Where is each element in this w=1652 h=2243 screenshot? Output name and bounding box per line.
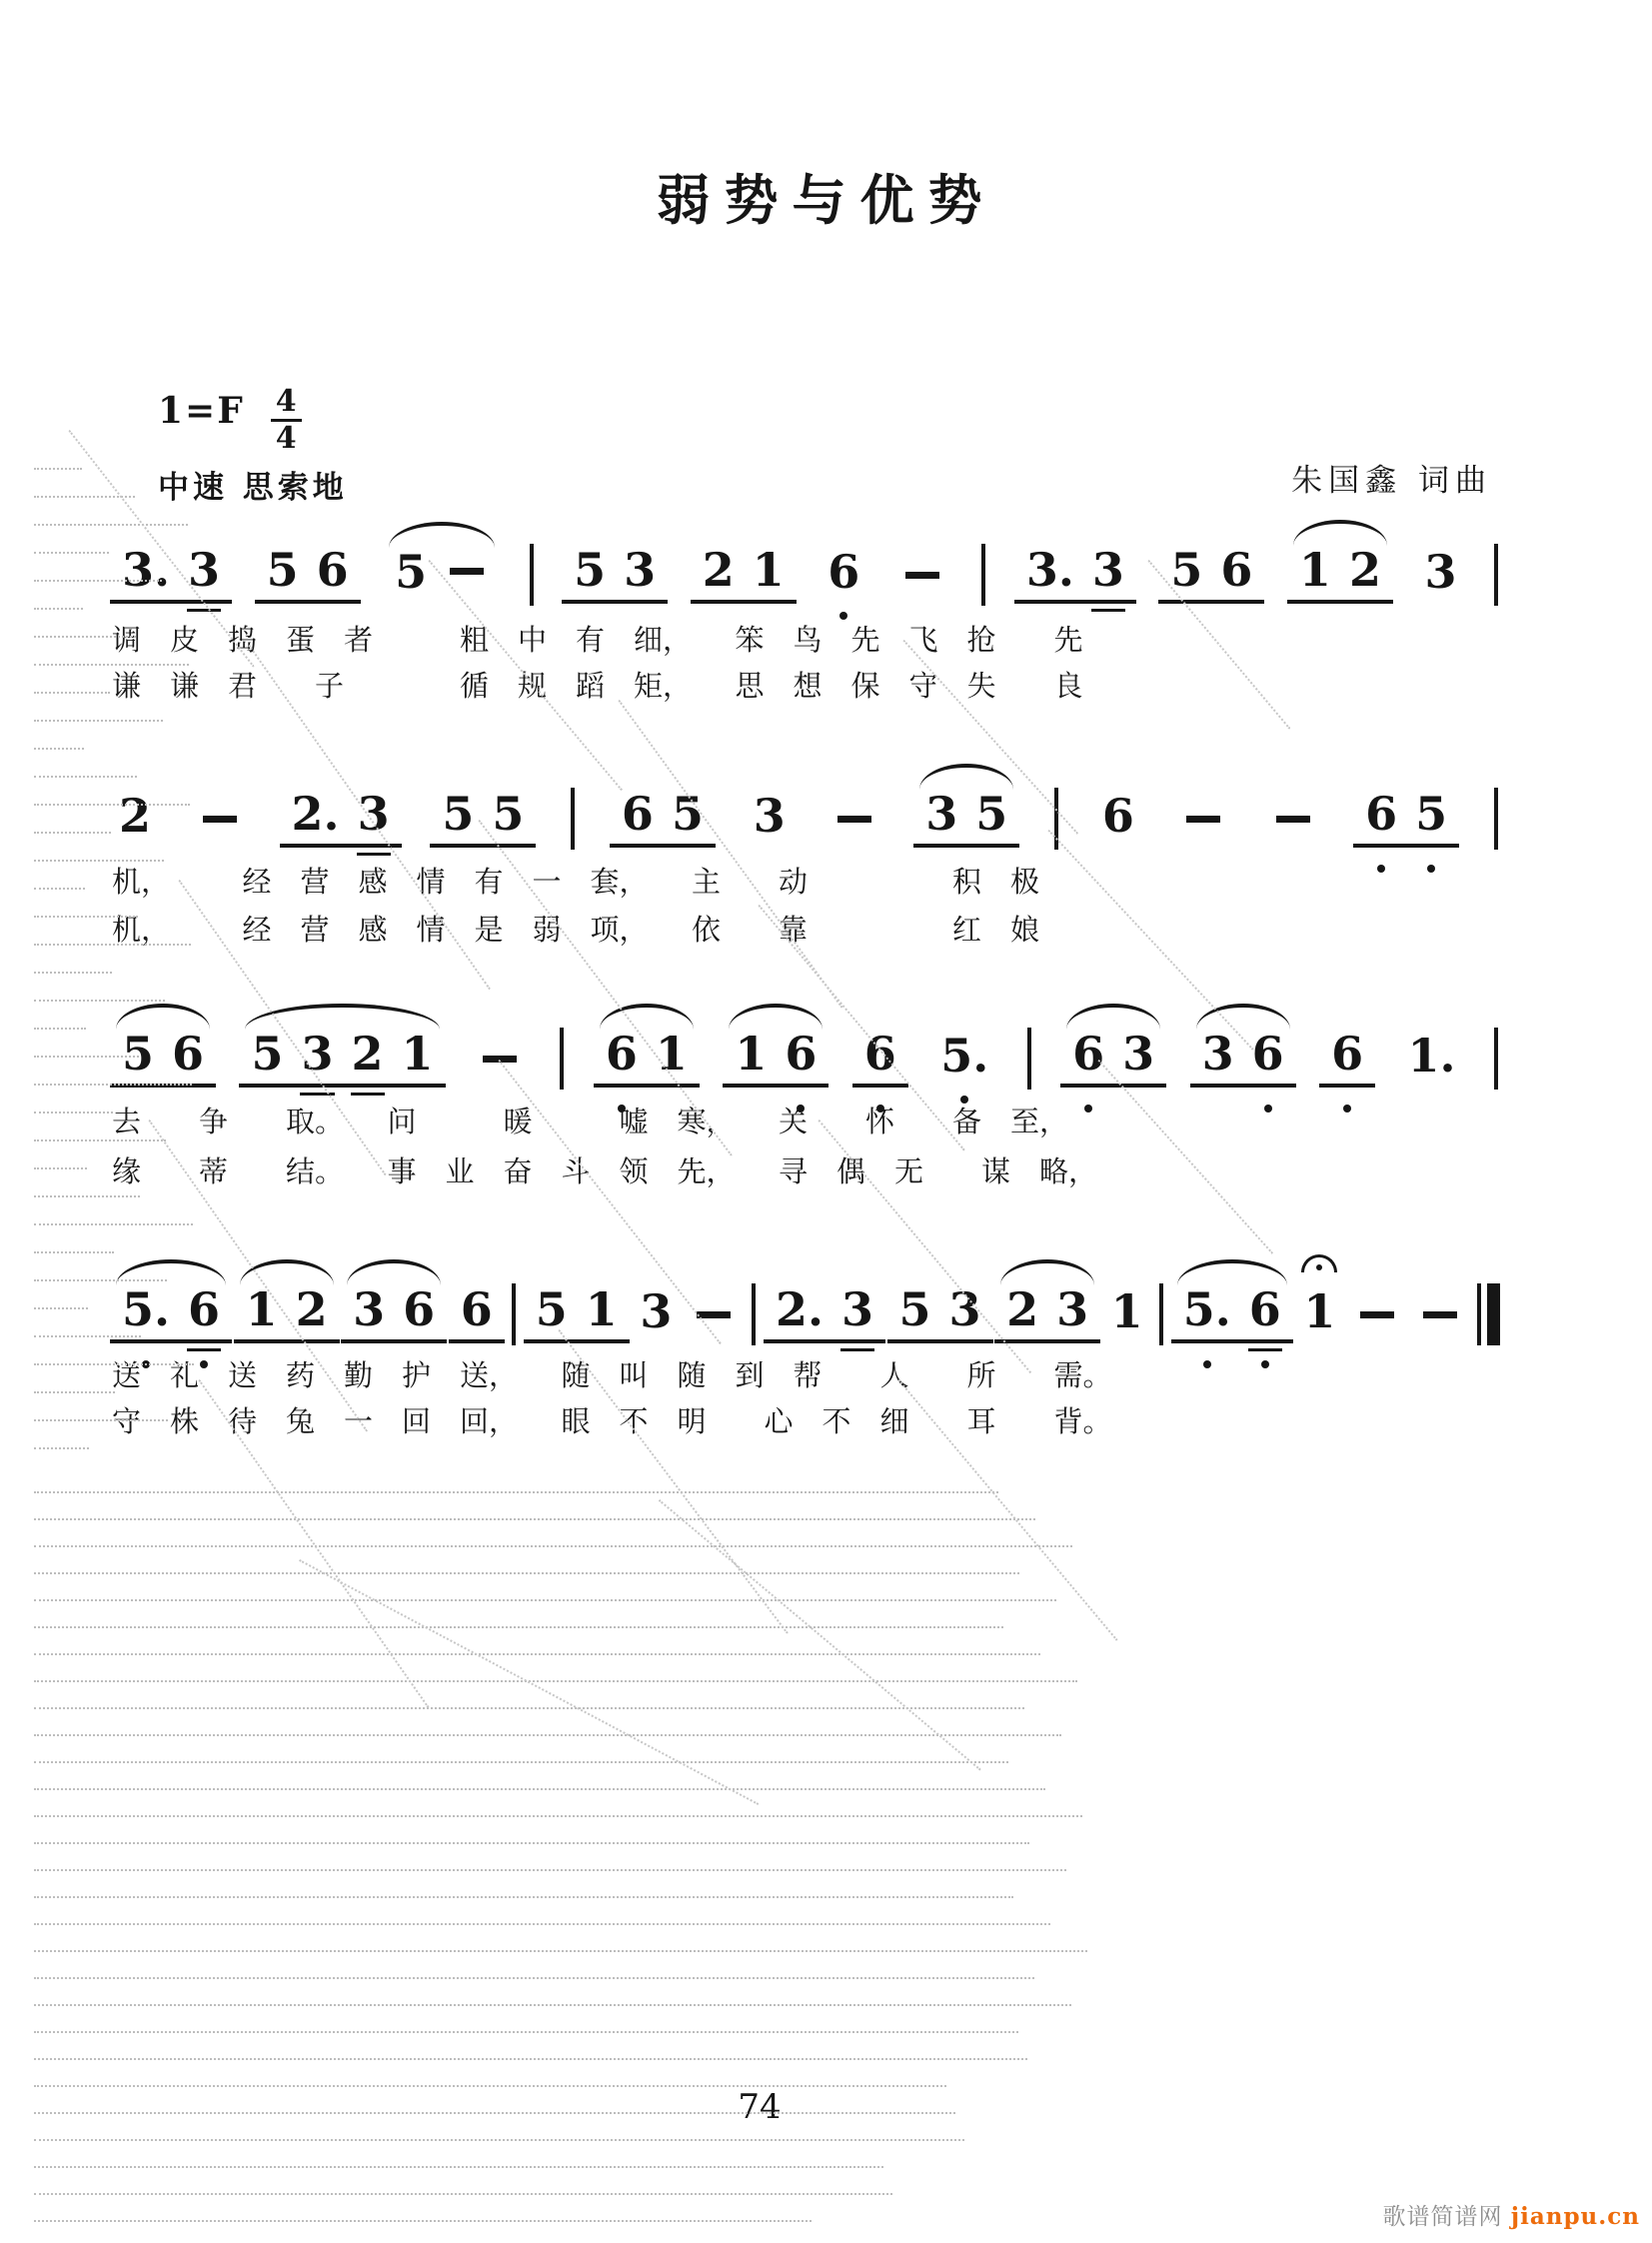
lyric-line-1-verse-2: 谦 谦 君 子 循 规 蹈 矩， 思 想 保 守 失 良 [112,669,1083,703]
note: 1 [752,542,785,597]
dotted-artifact-line [34,1195,140,1197]
sixteenth-beam [351,1093,385,1096]
note: 3. [122,542,171,597]
dotted-artifact-line [34,580,162,582]
beam-group [887,1281,993,1343]
note: 3 [925,786,958,841]
note: 6 [172,1026,205,1081]
note: 1. [1407,1028,1456,1083]
beam-group [723,1026,828,1088]
duration-dash [1186,816,1220,823]
dotted-artifact-line [34,972,112,974]
dotted-artifact-line [34,1788,1045,1790]
dotted-artifact-line [34,1307,88,1309]
note: 5 [1406,791,1456,837]
note: 3 [832,1286,882,1332]
dotted-artifact-line [34,1626,1003,1628]
note: 5. [1174,1286,1240,1332]
dotted-artifact-line [34,1167,87,1169]
note: 2 [702,542,735,597]
dotted-artifact-line [34,832,111,834]
note: 2 [119,788,152,843]
note: 6 [855,1031,905,1077]
dotted-artifact-line [34,1761,1008,1763]
barline [1159,1283,1163,1345]
duration-dash [450,568,484,575]
time-signature-denominator: 4 [275,420,297,456]
note: 1 [655,1026,688,1081]
notation-line-1 [110,538,1504,612]
sixteenth-beam [187,609,221,612]
beam-group [110,1026,216,1088]
dotted-artifact-line [34,2085,946,2087]
dotted-artifact-line [34,1000,165,1002]
sixteenth-beam [357,853,391,856]
dotted-artifact-line [34,1653,1040,1655]
lyric-line-4-verse-2: 守 株 待 兔 一 回 回， 眼 不 明 心 不 细 耳 背。 [112,1404,1112,1438]
beam-group [594,1026,700,1088]
duration-dash [1276,816,1310,823]
note: 1 [401,1026,434,1081]
lyric-line-4-verse-1: 送 礼 送 药 勤 护 送， 随 叫 随 到 帮 人 所 需。 [112,1358,1112,1392]
dotted-artifact-line [34,664,189,666]
page-title: 弱势与优势 [656,168,996,232]
note: 5 [251,1026,284,1081]
note: 2 [1348,542,1381,597]
watermark-site-url: jianpu.cn [1510,2203,1640,2230]
note: 3 [624,542,657,597]
note: 3 [640,1283,673,1338]
dotted-artifact-line [34,1139,166,1141]
note: 3 [179,547,229,593]
dotted-artifact-line [34,804,190,806]
note: 6 [179,1286,229,1332]
beam-group [1014,542,1136,604]
note: 5 [975,786,1008,841]
note: 3 [349,791,399,837]
dotted-artifact-line [34,1363,194,1365]
watermark [1382,2198,1640,2231]
beam-group [341,1281,447,1343]
note: 6 [597,1031,647,1077]
duration-dash [203,816,237,823]
note: 5 [266,542,299,597]
notation-line-3 [110,1022,1504,1096]
dotted-artifact-line [34,2058,1027,2060]
beam-group [994,1281,1100,1343]
dotted-artifact-line [34,944,191,946]
note: 3 [1056,1281,1089,1336]
dotted-artifact-line [34,916,138,918]
note: 6 [776,1031,826,1077]
sixteenth-beam [840,1348,874,1351]
beam-group [524,1281,630,1343]
beam-group [691,542,797,604]
note: 6 [403,1281,436,1336]
note: 5 [671,786,704,841]
key-signature: 1=F [158,390,245,432]
dotted-artifact-line [34,636,136,638]
note: 2 [295,1281,328,1336]
beam-group [239,1026,445,1088]
duration-dash [837,816,871,823]
barline [752,1283,756,1345]
dotted-artifact-line [34,2139,964,2141]
lyric-line-2-verse-1: 机， 经 营 感 情 有 一 套， 主 动 积 极 [112,865,1040,899]
note: 5 [122,1026,155,1081]
note: 2 [343,1031,393,1077]
fermata-icon [1301,1254,1337,1272]
dotted-artifact-line [34,1977,1034,1979]
note: 2. [291,786,340,841]
lyric-line-2-verse-2: 机， 经 营 感 情 是 弱 项， 依 靠 红 娘 [112,913,1040,947]
note: 6 [1322,1031,1372,1077]
dotted-artifact-line [34,720,163,722]
beam-group [110,1281,232,1343]
note: 6 [1243,1031,1293,1077]
beam-group [1158,542,1264,604]
dotted-artifact-line [34,1950,1087,1952]
duration-dash [905,572,939,579]
dotted-artifact-line [34,2166,883,2168]
dotted-artifact-line [34,1028,86,1030]
note: 5 [535,1281,568,1336]
dotted-artifact-line [34,2193,892,2195]
dotted-artifact-line [34,1084,192,1086]
note: 1 [1298,542,1331,597]
note: 6 [460,1281,493,1336]
notation-line-4 [110,1277,1504,1351]
note: 5 [442,786,475,841]
dotted-artifact-line [34,1707,1024,1709]
page-number: 74 [738,2087,782,2127]
beam-group [610,786,716,848]
dotted-artifact-line [34,1056,139,1058]
dotted-artifact-line [34,1815,1082,1817]
dotted-artifact-line [34,888,85,890]
barline [512,1283,516,1345]
note: 6 [1101,788,1134,843]
note: 6 [1063,1031,1113,1077]
tempo-marking: 中速 思索地 [158,470,348,506]
dotted-artifact-line [34,1842,1029,1844]
time-signature [271,386,302,454]
dotted-artifact-line [34,552,109,554]
dotted-artifact-line [34,1491,998,1493]
note: 1 [1110,1283,1143,1338]
beam-group [764,1281,885,1343]
note: 5. [931,1033,997,1086]
dotted-artifact-line [34,1680,1077,1682]
dotted-artifact-line [34,860,164,862]
note: 5 [1170,542,1203,597]
note: 5 [492,786,525,841]
final-barline [1477,1283,1500,1345]
note: 1 [735,1026,768,1081]
note: 1 [1294,1288,1344,1341]
note: 1 [245,1281,278,1336]
note: 6 [621,786,654,841]
barline [1494,544,1498,606]
dotted-artifact-line [34,776,137,778]
dotted-artifact-line [34,1545,1072,1547]
note: 3 [753,788,786,843]
dotted-artifact-line [34,524,188,526]
note: 3 [353,1281,386,1336]
duration-dash [697,1311,731,1318]
note: 3 [292,1031,342,1077]
note: 6 [819,549,868,602]
dotted-artifact-line [34,1896,1013,1898]
low-octave-dot [839,612,847,620]
beam-group [562,542,668,604]
dotted-artifact-line [34,2004,1071,2006]
note: 5 [898,1281,931,1336]
lyric-line-1-verse-1: 调 皮 捣 蛋 者 粗 中 有 细， 笨 鸟 先 飞 抢 先 [112,623,1083,657]
note: 3. [1025,542,1074,597]
beam-group [1171,1281,1293,1343]
note: 3 [948,1281,981,1336]
barline [530,544,534,606]
dotted-artifact-line [34,1223,193,1225]
dotted-artifact-line [34,1734,1061,1736]
barline [1494,788,1498,850]
note: 5 [574,542,607,597]
dotted-artifact-line [34,1923,1050,1925]
barline [571,788,575,850]
note: 6 [1220,542,1253,597]
dotted-artifact-line [34,748,84,750]
dotted-artifact-line [34,2220,812,2222]
dotted-artifact-line [34,1419,168,1421]
sixteenth-beam [1091,609,1125,612]
notation-line-2 [110,782,1504,856]
dotted-artifact-line [34,1391,115,1393]
note: 1 [585,1281,618,1336]
note: 3 [1201,1026,1234,1081]
dotted-artifact-line [34,1447,89,1449]
note: 5 [395,544,428,599]
note: 5. [113,1286,179,1332]
note: 2 [1006,1281,1039,1336]
watermark-site-name: 歌谱简谱网 [1382,2204,1511,2230]
note: 3 [1424,544,1457,599]
dotted-artifact-line [34,1599,1056,1601]
note: 3 [1122,1026,1155,1081]
dotted-artifact-line [34,2031,1018,2033]
beam-group [430,786,536,848]
beam-group [449,1281,505,1343]
barline [981,544,985,606]
time-signature-numerator: 4 [271,386,302,422]
duration-dash [1360,1311,1394,1318]
barline [1027,1028,1031,1090]
beam-group [1353,786,1459,848]
dotted-artifact-line [34,1279,167,1281]
dotted-artifact-line [34,1335,141,1337]
barline [1494,1028,1498,1090]
note: 6 [316,542,349,597]
dotted-artifact-line [34,1518,1035,1520]
sixteenth-beam [1248,1348,1282,1351]
duration-dash [1423,1311,1457,1318]
low-octave-dot [960,1096,968,1104]
dotted-artifact-line [34,468,82,470]
dotted-artifact-line [34,1251,114,1253]
composer-credit: 朱国鑫 词曲 [1291,463,1492,499]
beam-group [852,1026,908,1088]
dotted-artifact-line [34,1869,1066,1871]
beam-group [1287,542,1393,604]
dotted-artifact-line [34,1112,113,1114]
beam-group [1319,1026,1375,1088]
dotted-artifact-line [34,2112,955,2114]
key-time-signature [158,384,302,456]
dotted-artifact-line [34,692,110,694]
note: 3 [1083,547,1133,593]
beam-group [110,542,232,604]
note: 6 [1356,791,1406,837]
lyric-line-3-verse-2: 缘 蒂 结。 事 业 奋 斗 领 先， 寻 偶 无 谋 略， [112,1154,1098,1188]
dotted-artifact-line [34,1572,1019,1574]
beam-group [913,786,1019,848]
note: 6 [1240,1286,1290,1332]
dotted-artifact-line [659,1499,981,1771]
sixteenth-beam [187,1348,221,1351]
dotted-artifact-line [34,608,83,610]
barline [560,1028,564,1090]
beam-group [255,542,361,604]
lyric-line-3-verse-1: 去 争 取。 问 暖 嘘 寒， 关 怀 备 至， [112,1105,1069,1138]
note: 2. [775,1281,824,1336]
